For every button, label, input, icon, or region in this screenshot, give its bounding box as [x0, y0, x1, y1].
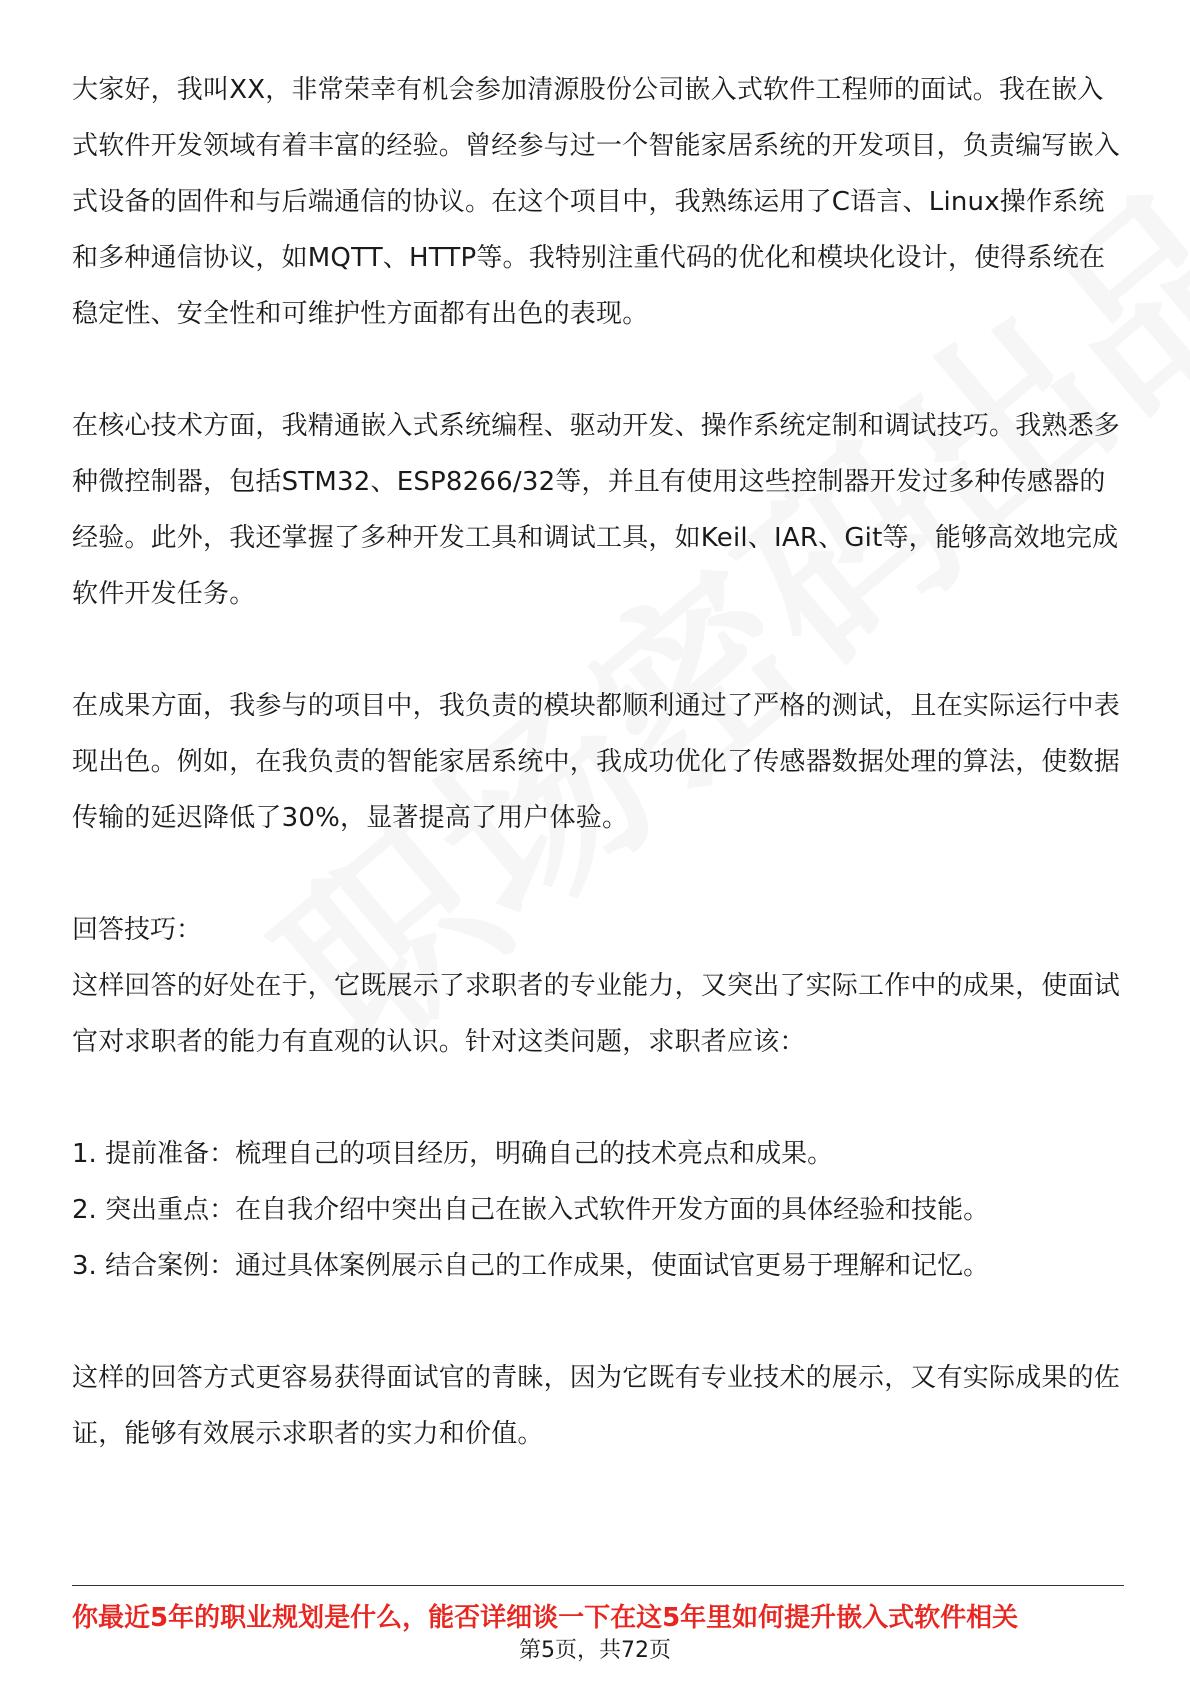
tips-heading: 回答技巧： — [72, 915, 203, 945]
results-paragraph: 在成果方面，我参与的项目中，我负责的模块都顺利通过了严格的测试，且在实际运行中表现出色。例如，在我负责的智能家居系统中，我成功优化了传感器数据处理的算法，使数据传输的延迟降低了30%，显著提高了用户体验。 — [72, 691, 1121, 833]
divider-line — [72, 1585, 1124, 1586]
tips-summary: 这样回答的好处在于，它既展示了求职者的专业能力，又突出了实际工作中的成果，使面试官对求职者的能力有直观的认识。针对这类问题，求职者应该： — [72, 971, 1121, 1057]
tips-list-item: 2. 突出重点：在自我介绍中突出自己在嵌入式软件开发方面的具体经验和技能。 — [72, 1195, 990, 1225]
intro-paragraph: 大家好，我叫XX，非常荣幸有机会参加清源股份公司嵌入式软件工程师的面试。我在嵌入式软件开发领域有着丰富的经验。曾经参与过一个智能家居系统的开发项目，负责编写嵌入式设备的固件和与后端通信的协议。在这个项目中，我熟练运用了C语言、Linux操作系统和多种通信协议，如MQTT、HTTP等。我特别注重代码的优化和模块化设计，使得系统在稳定性、安全性和可维护性方面都有出色的表现。 — [72, 75, 1121, 329]
tips-list-item: 3. 结合案例：通过具体案例展示自己的工作成果，使面试官更易于理解和记忆。 — [72, 1251, 990, 1281]
tips-list — [72, 1126, 1124, 1294]
page-number: 第5页，共72页 — [519, 1638, 671, 1663]
tech-paragraph: 在核心技术方面，我精通嵌入式系统编程、驱动开发、操作系统定制和调试技巧。我熟悉多种微控制器，包括STM32、ESP8266/32等，并且有使用这些控制器开发过多种传感器的经验。此外，我还掌握了多种开发工具和调试工具，如Keil、IAR、Git等，能够高效地完成软件开发任务。 — [72, 411, 1121, 609]
tips-list-item: 1. 提前准备：梳理自己的项目经历，明确自己的技术亮点和成果。 — [72, 1139, 834, 1169]
next-question-heading: 你最近5年的职业规划是什么，能否详细谈一下在这5年里如何提升嵌入式软件相关 — [72, 1603, 1019, 1633]
page-content — [72, 62, 1124, 1462]
conclusion-paragraph: 这样的回答方式更容易获得面试官的青睐，因为它既有专业技术的展示，又有实际成果的佐证，能够有效展示求职者的实力和价值。 — [72, 1363, 1121, 1449]
